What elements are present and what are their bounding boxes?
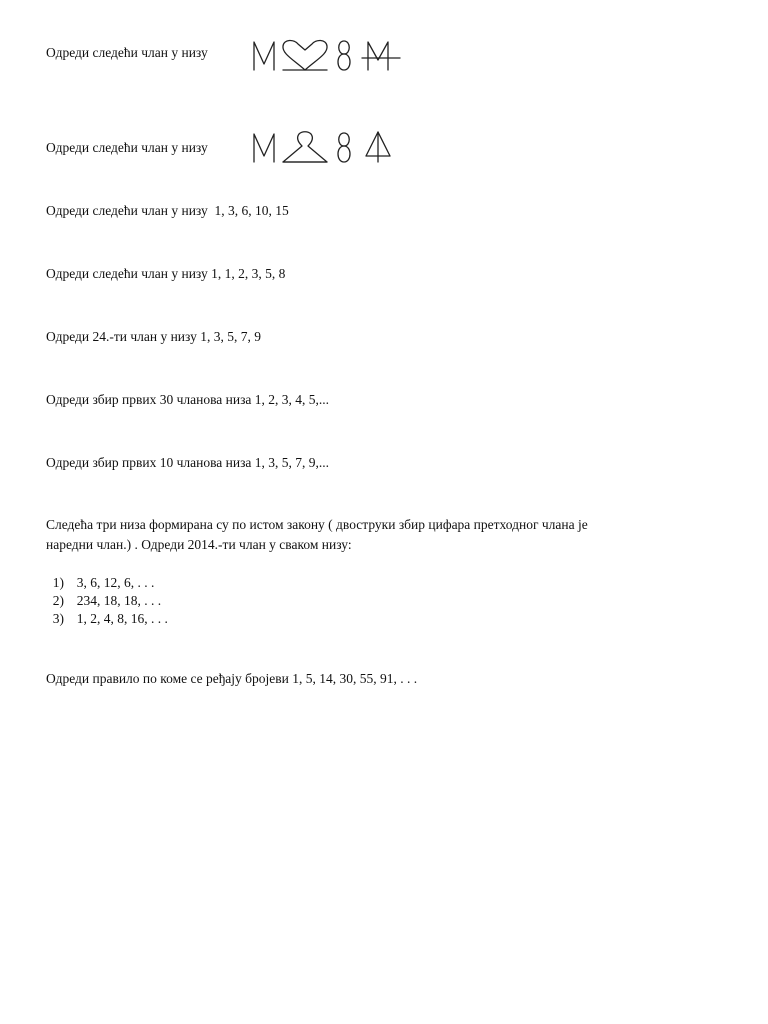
task-3-text: Одреди следећи члан у низу 1, 3, 6, 10, 15 <box>46 203 289 218</box>
symmetric-digits-figure-1 <box>250 36 410 76</box>
task-8-line-2: наредни члан.) . Одреди 2014.-ти члан у сваком низу: <box>46 537 352 552</box>
task-2-text: Одреди следећи члан у низу <box>46 140 208 155</box>
symmetric-digits-figure-2 <box>250 128 410 168</box>
task-8-line-1: Следећа три низа формирана су по истом закону ( двоструки збир цифара претходног члана је <box>46 517 588 532</box>
task-1-text: Одреди следећи члан у низу <box>46 45 208 60</box>
mirrored-4-and-4-icon <box>362 42 400 70</box>
mirrored-2-and-2-icon <box>283 40 327 70</box>
list-item-number: 2) <box>52 593 64 608</box>
mirrored-3-and-3-icon <box>338 41 350 70</box>
list-item-text: 3, 6, 12, 6, . . . <box>76 575 155 590</box>
task-7-text: Одреди збир првих 10 чланова низа 1, 3, 5, 7, 9,... <box>46 455 330 470</box>
list-item <box>46 592 168 628</box>
list-item-number: 1) <box>52 575 64 590</box>
mirrored-2-and-2-icon <box>283 132 327 162</box>
task-6-text: Одреди збир првих 30 чланова низа 1, 2, 3, 4, 5,... <box>46 392 330 407</box>
mirrored-1-and-1-icon <box>254 134 274 162</box>
mirrored-3-and-3-icon <box>338 133 350 162</box>
task-9-text: Одреди правило по коме се ређају бројеви 1, 5, 14, 30, 55, 91, . . . <box>46 671 418 686</box>
mirrored-4-and-4-icon <box>366 132 390 162</box>
list-item-number: 3) <box>52 611 64 626</box>
mirrored-1-and-1-icon <box>254 42 274 70</box>
task-5-text: Одреди 24.-ти члан у низу 1, 3, 5, 7, 9 <box>46 329 261 344</box>
list-item-text: 234, 18, 18, . . . <box>76 593 162 608</box>
task-4-text: Одреди следећи члан у низу 1, 1, 2, 3, 5, 8 <box>46 266 286 281</box>
list-item-text: 1, 2, 4, 8, 16, . . . <box>76 611 168 626</box>
